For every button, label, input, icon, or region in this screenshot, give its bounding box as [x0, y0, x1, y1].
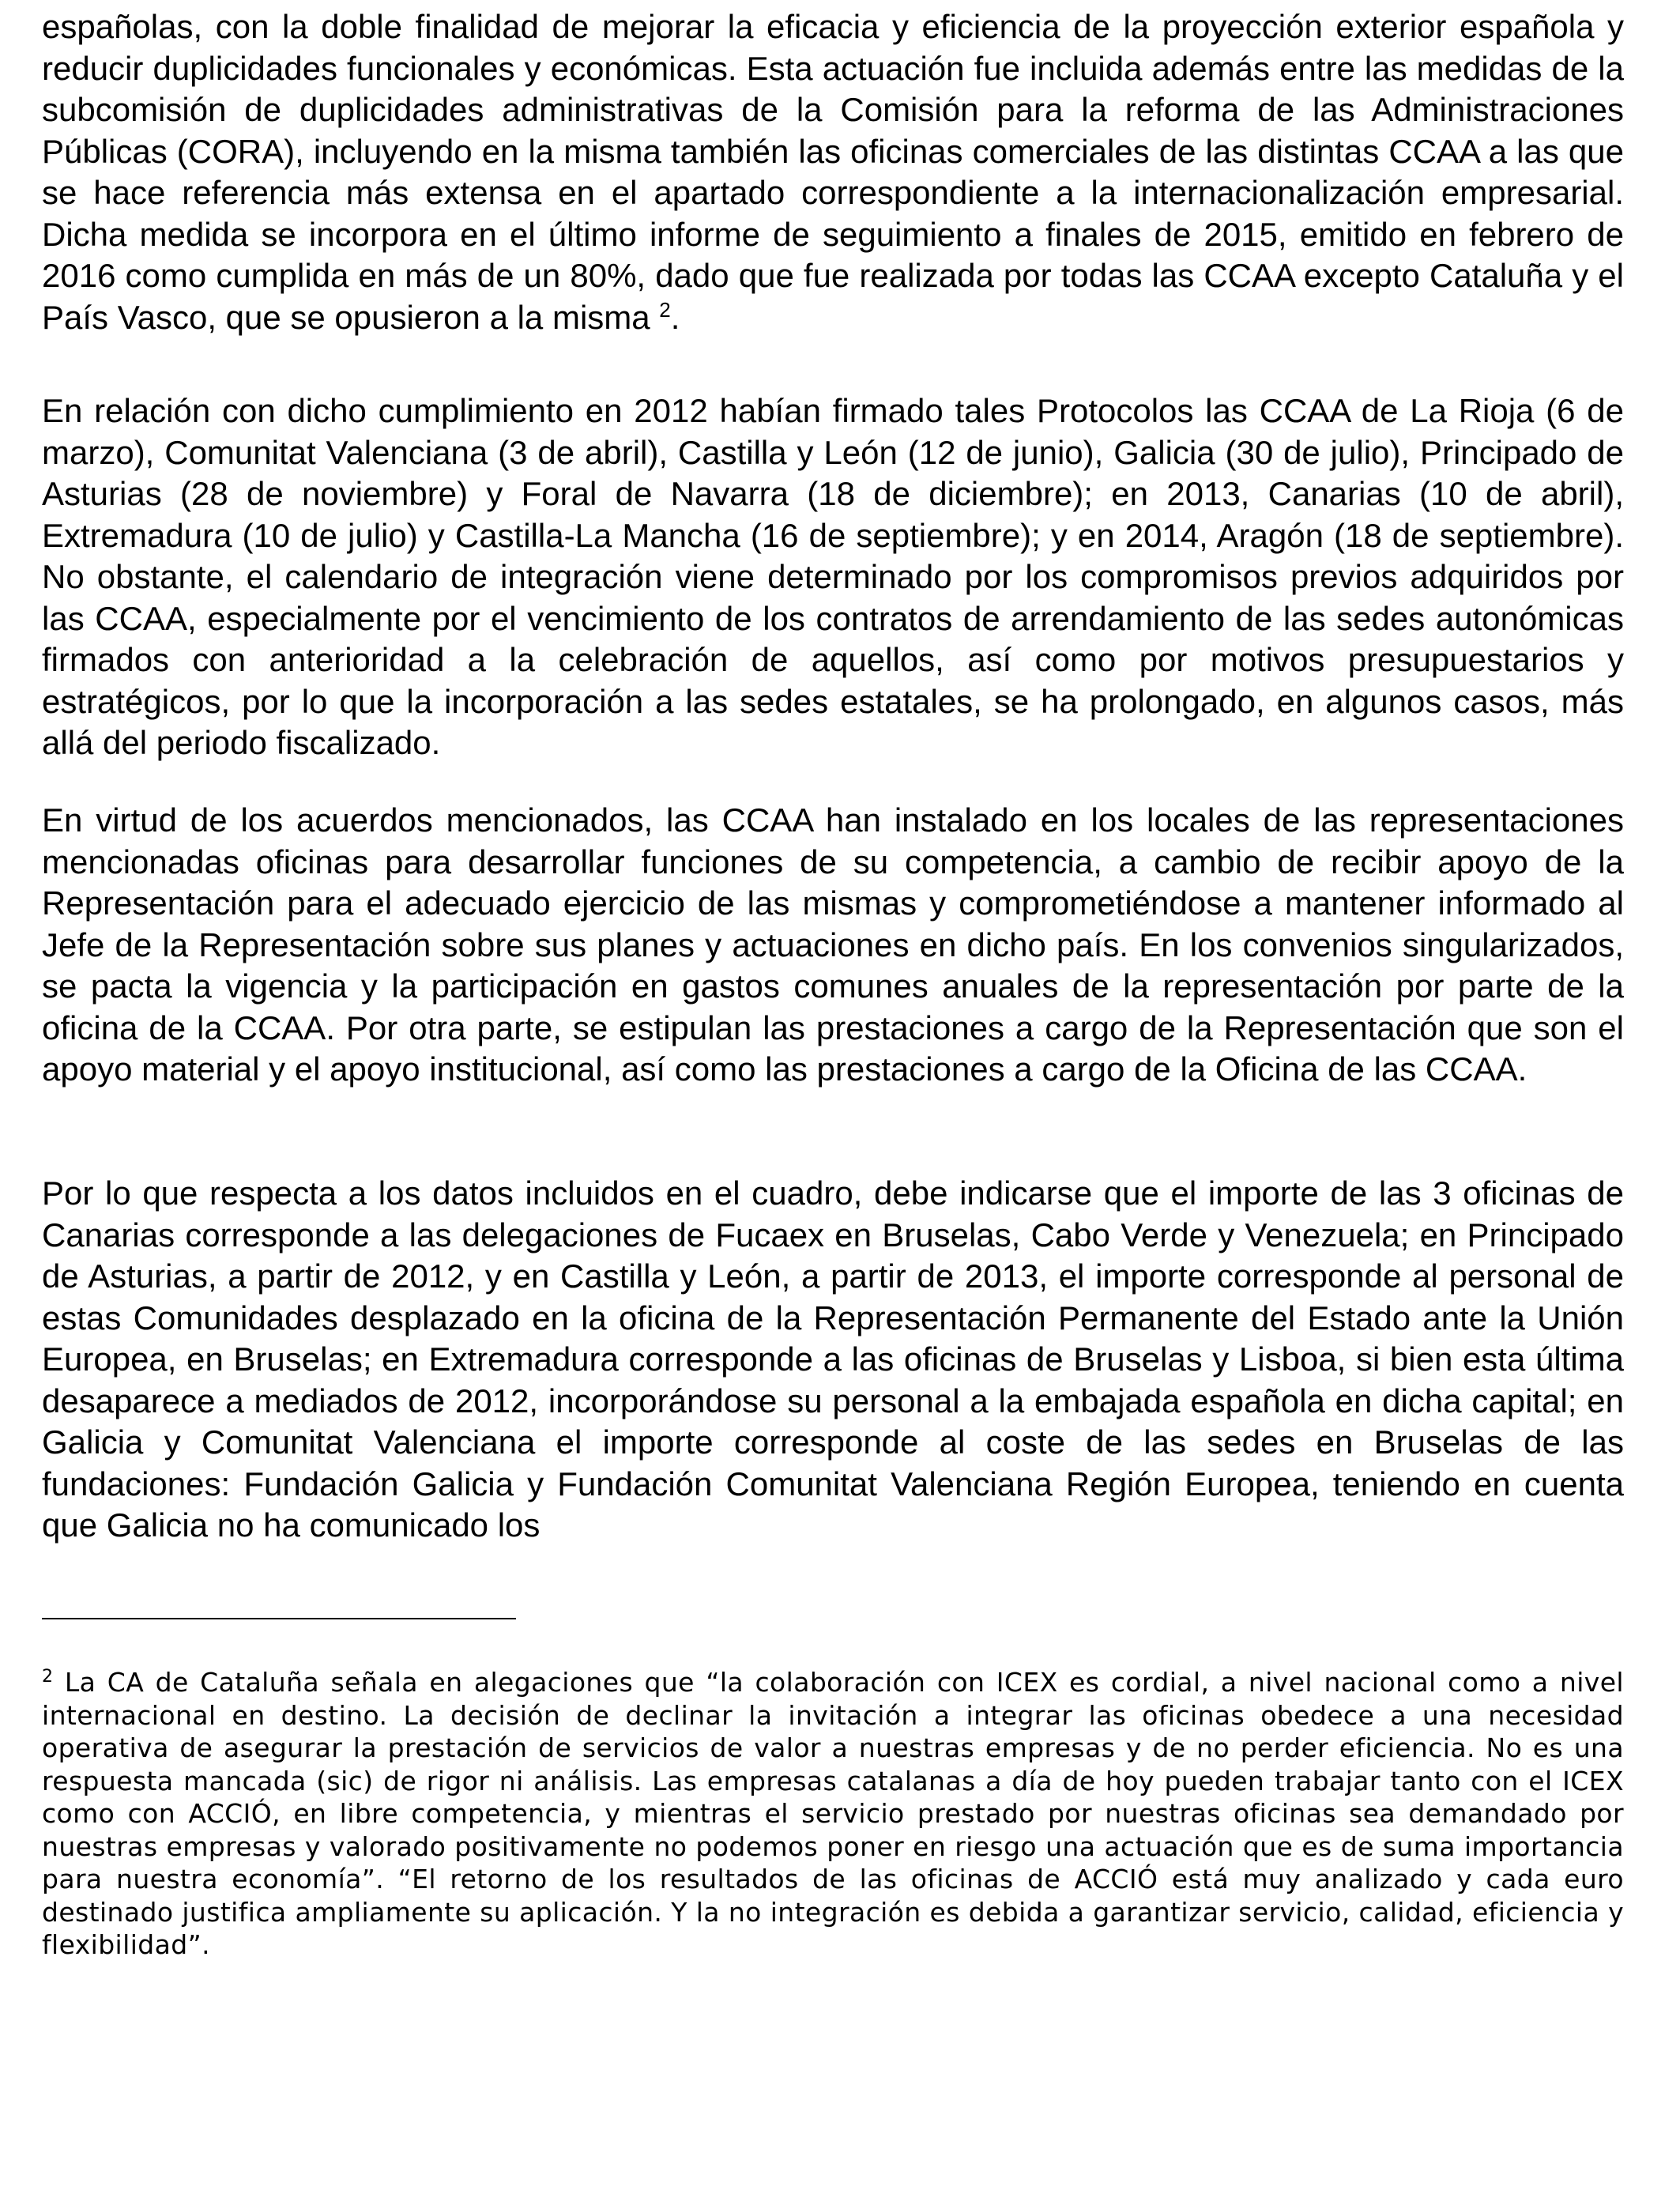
footnote-text: La CA de Cataluña señala en alegaciones que “la colaboración con ICEX es cordial, a nivel nacional como a nivel internacional en destino. La decisión de declinar la invitación a integrar las oficinas obedece a una necesidad operativa de asegurar la prestación de servicios de valor a nuestras empresas y de no perder eficiencia. No es una respuesta mancada (sic) de rigor ni análisis. Las empresas catalanas a día de hoy pueden trabajar tanto con el ICEX como con ACCIÓ, en libre competencia, y mientras el servicio prestado por nuestras oficinas sea demandado por nuestras empresas y valorado positivamente no podemos poner en riesgo una actuación que es de suma importancia para nuestra economía”. “El retorno de los resultados de las oficinas de ACCIÓ está muy analizado y cada euro destinado justifica ampliamente su aplicación. Y la no integración es debida a garantizar servicio, calidad, eficiencia y flexibilidad”. — [42, 1667, 1624, 1960]
paragraph-1-tail: . — [670, 298, 680, 336]
footnote-separator — [42, 1618, 516, 1619]
footnote-reference[interactable]: 2 — [659, 297, 671, 322]
paragraph-2: En relación con dicho cumplimiento en 2012 habían firmado tales Protocolos las CCAA de La Rioja (6 de marzo), Comunitat Valenciana (3 de abril), Castilla y León (12 de junio), Galicia (30 de julio), Principado de Asturias (28 de noviembre) y Foral de Navarra (18 de diciembre); en 2013, Canarias (10 de abril), Extremadura (10 de julio) y Castilla-La Mancha (16 de septiembre); y en 2014, Aragón (18 de septiembre). No obstante, el calendario de integración viene determinado por los compromisos previos adquiridos por las CCAA, especialmente por el vencimiento de los contratos de arrendamiento de las sedes autonómicas firmados con anterioridad a la celebración de aquellos, así como por motivos presupuestarios y estratégicos, por lo que la incorporación a las sedes estatales, se ha prolongado, en algunos casos, más allá del periodo fiscalizado. — [42, 392, 1624, 761]
footnote — [42, 1666, 1624, 1962]
paragraph-1-text: españolas, con la doble finalidad de mejorar la eficacia y eficiencia de la proyección exterior española y reducir duplicidades funcionales y económicas. Esta actuación fue incluida además entre las medidas de la subcomisión de duplicidades administrativas de la Comisión para la reforma de las Administraciones Públicas (CORA), incluyendo en la misma también las oficinas comerciales de las distintas CCAA a las que se hace referencia más extensa en el apartado correspondiente a la internacionalización empresarial. Dicha medida se incorpora en el último informe de seguimiento a finales de 2015, emitido en febrero de 2016 como cumplida en más de un 80%, dado que fue realizada por todas las CCAA excepto Cataluña y el País Vasco, que se opusieron a la misma — [42, 8, 1624, 336]
paragraph-1 — [42, 6, 1624, 338]
paragraph-4: Por lo que respecta a los datos incluidos en el cuadro, debe indicarse que el importe de las 3 oficinas de Canarias corresponde a las delegaciones de Fucaex en Bruselas, Cabo Verde y Venezuela; en Principado de Asturias, a partir de 2012, y en Castilla y León, a partir de 2013, el importe corresponde al personal de estas Comunidades desplazado en la oficina de la Representación Permanente del Estado ante la Unión Europea, en Bruselas; en Extremadura corresponde a las oficinas de Bruselas y Lisboa, si bien esta última desaparece a mediados de 2012, incorporándose su personal a la embajada española en dicha capital; en Galicia y Comunitat Valenciana el importe corresponde al coste de las sedes en Bruselas de las fundaciones: Fundación Galicia y Fundación Comunitat Valenciana Región Europea, teniendo en cuenta que Galicia no ha comunicado los — [42, 1174, 1624, 1544]
footnote-number: 2 — [42, 1667, 54, 1687]
paragraph-3: En virtud de los acuerdos mencionados, las CCAA han instalado en los locales de las representaciones mencionadas oficinas para desarrollar funciones de su competencia, a cambio de recibir apoyo de la Representación para el adecuado ejercicio de las mismas y comprometiéndose a mantener informado al Jefe de la Representación sobre sus planes y actuaciones en dicho país. En los convenios singularizados, se pacta la vigencia y la participación en gastos comunes anuales de la representación por parte de la oficina de la CCAA. Por otra parte, se estipulan las prestaciones a cargo de la Representación que son el apoyo material y el apoyo institucional, así como las prestaciones a cargo de la Oficina de las CCAA. — [42, 801, 1624, 1088]
